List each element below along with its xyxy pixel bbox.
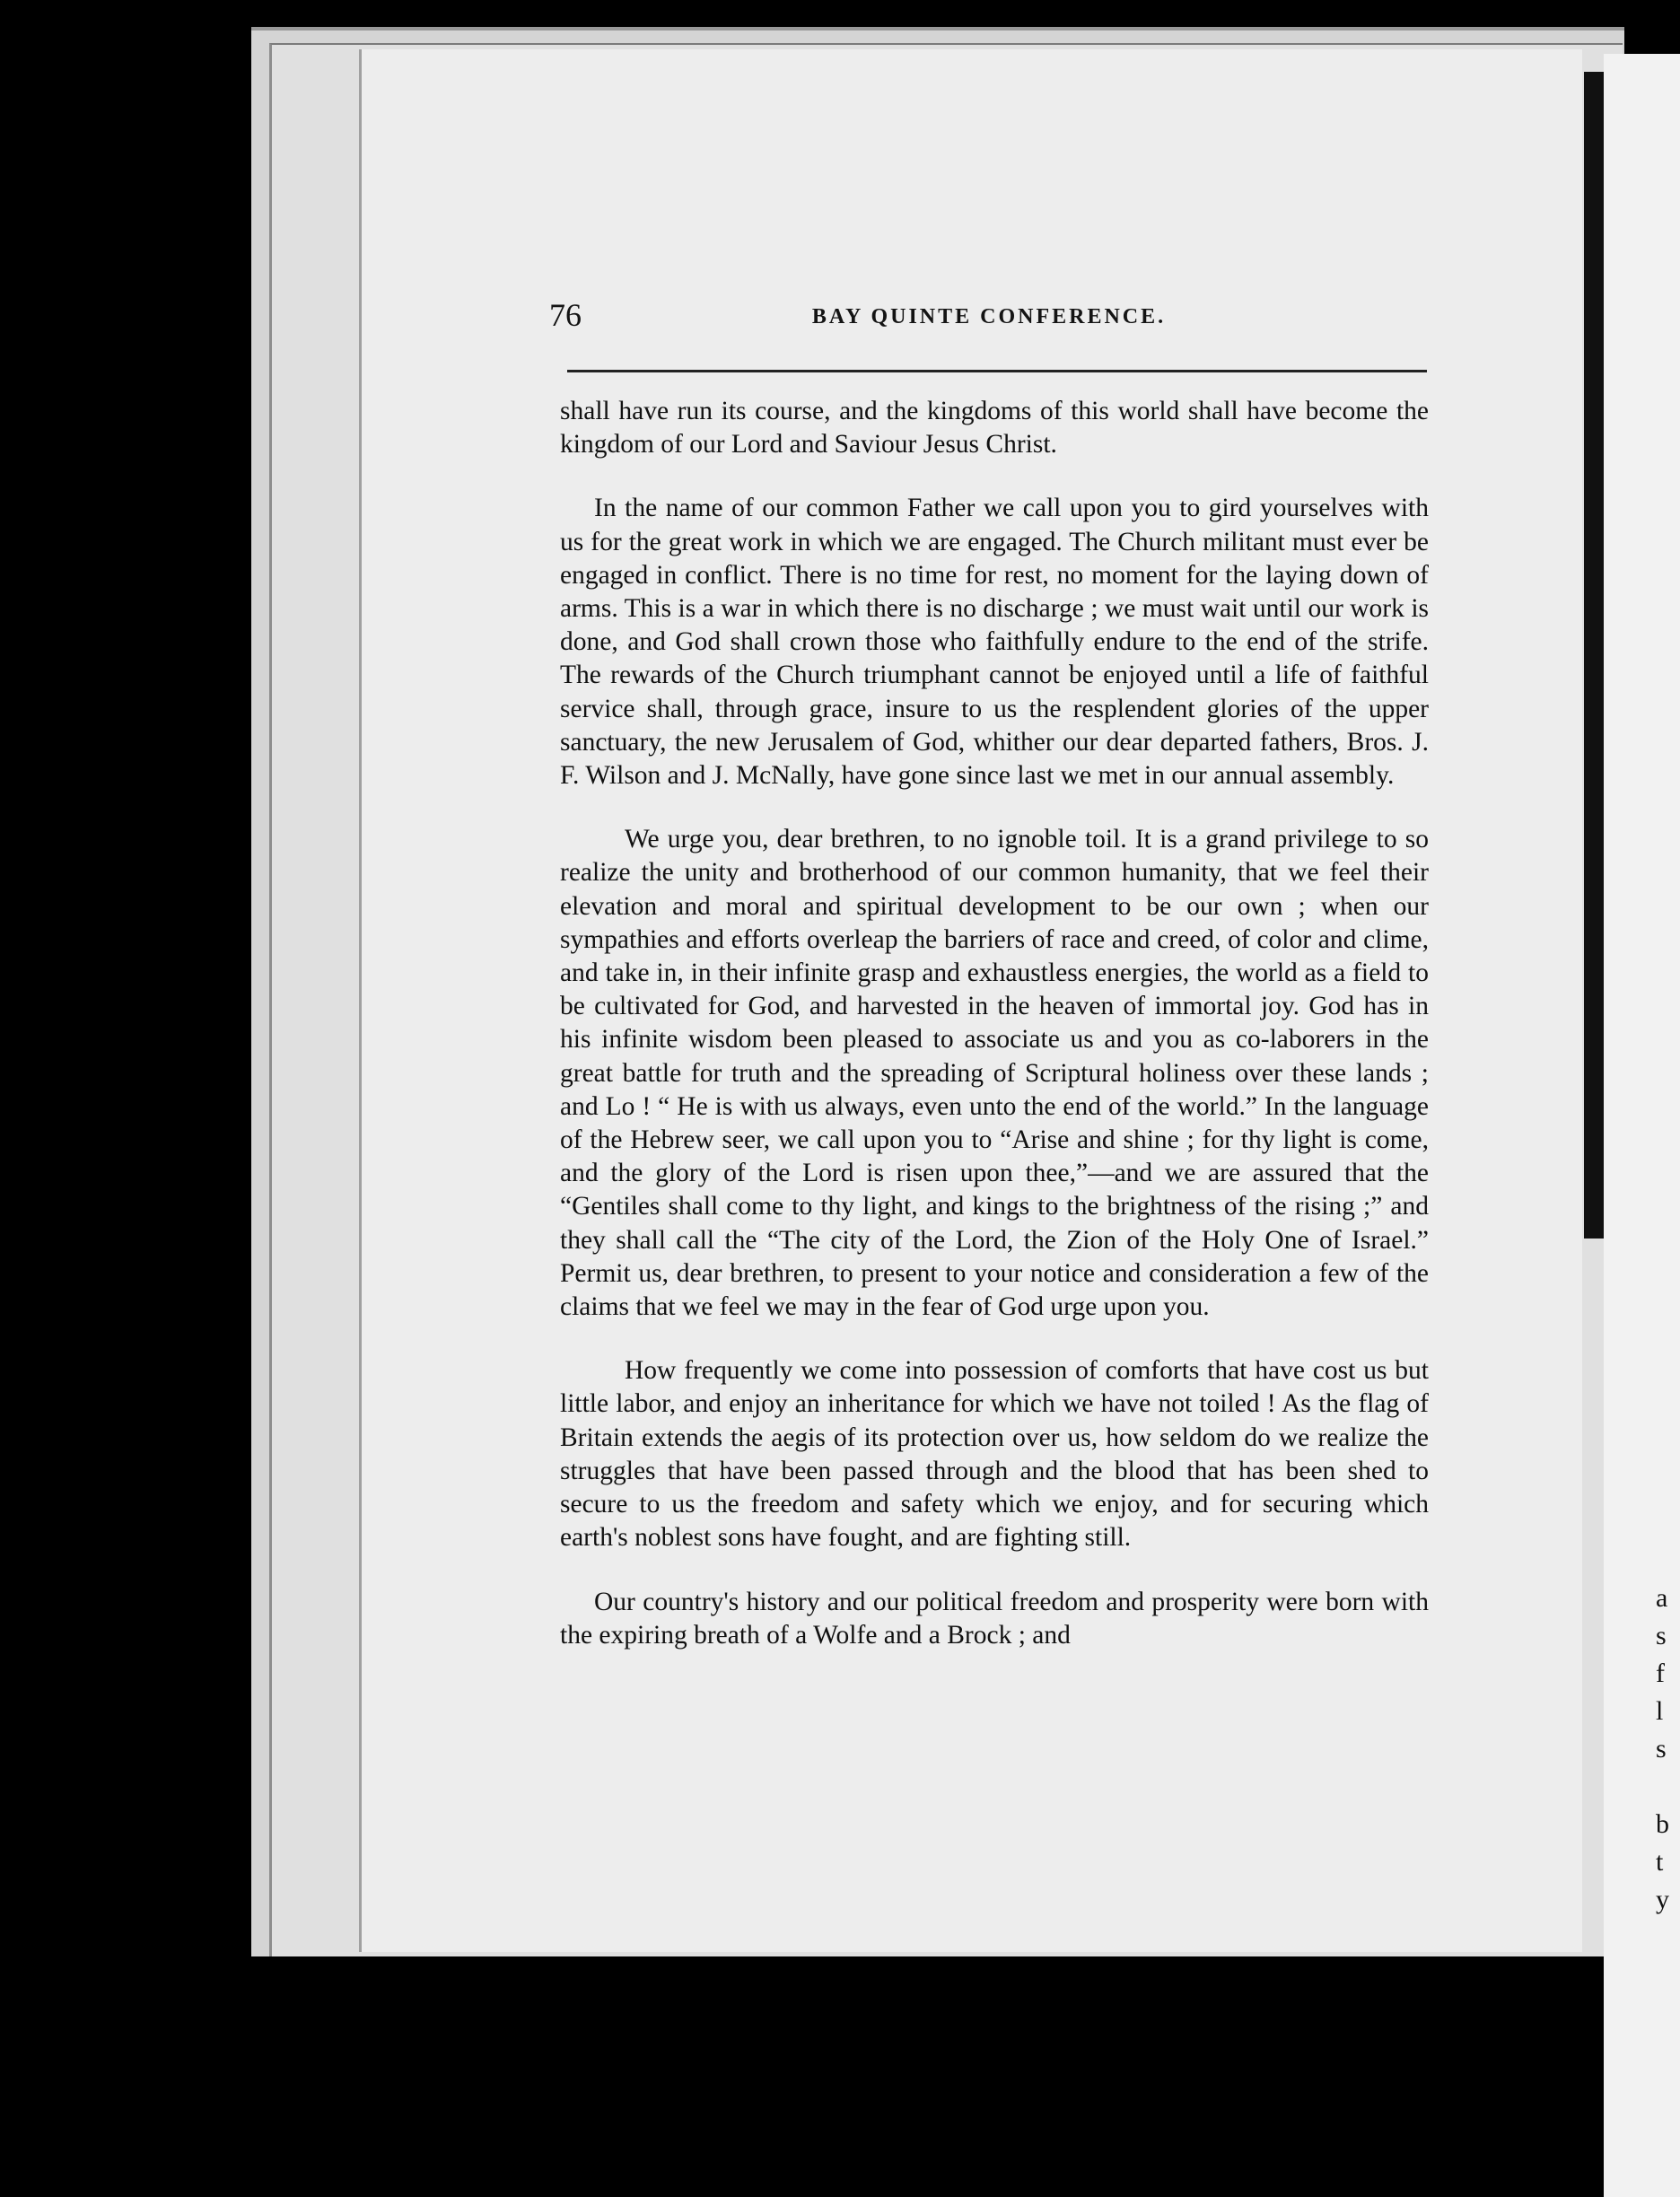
scan-bottom-shadow xyxy=(0,1956,1604,2197)
running-head-title: BAY QUINTE CONFERENCE. xyxy=(811,305,1167,328)
facing-fragment: a xyxy=(1656,1583,1668,1613)
facing-fragment: b xyxy=(1656,1809,1669,1839)
running-head xyxy=(549,296,1429,341)
head-rule xyxy=(567,370,1427,372)
facing-fragment-gap xyxy=(1656,1768,1680,1806)
paragraph: How frequently we come into possession of comforts that have cost us but little labor, and enjoy an inheritance for which we have not toiled ! As the flag of Britain extends the aegis of its protection over us, how seldom do we realize the struggles that have been passed through and the blood that has been shed to secure to us the freedom and safety which we enjoy, and for securing which earth's noblest sons have fought, and are fighting still. xyxy=(560,1356,1429,1553)
facing-fragment: l xyxy=(1656,1696,1664,1726)
paragraph: We urge you, dear brethren, to no ignoble toil. It is a grand privilege to so realize the unity and brotherhood of our common humanity, that we feel their elevation and moral and spiritual development to be our own ; when our sympathies and efforts overleap the barriers of race and creed, of color and clime, and take in, in their infinite grasp and exhaustless energies, the world as a field to be cultivated for God, and harvested in the heaven of immortal joy. God has in his infinite wisdom been pleased to associate us and you as co-laborers in the great battle for truth and the spreading of Scriptural holiness over these lands ; and Lo ! “ He is with us always, even unto the end of the world.” In the language of the Hebrew seer, we call upon you to “Arise and shine ; for thy light is come, and the glory of the Lord is risen upon thee,”—and we are assured that the “Gentiles shall come to thy light, and kings to the brightness of the rising ;” and they shall call the “The city of the Lord, the Zion of the Holy One of Israel.” Permit us, dear brethren, to present to your notice and consideration a few of the claims that we feel we may in the fear of God urge upon you. xyxy=(560,825,1429,1322)
facing-fragment: t xyxy=(1656,1847,1664,1877)
facing-fragment: f xyxy=(1656,1659,1665,1688)
paragraph: shall have run its course, and the kingdoms of this world shall have become the kingdom of our Lord and Saviour Jesus Christ. xyxy=(560,397,1429,460)
facing-page-text-fragments xyxy=(1656,1580,1680,1919)
page-number: 76 xyxy=(549,297,582,333)
facing-fragment: s xyxy=(1656,1734,1667,1764)
paragraph: Our country's history and our political freedom and prosperity were born with the expiring breath of a Wolfe and a Brock ; and xyxy=(560,1587,1429,1650)
facing-fragment: y xyxy=(1656,1885,1669,1914)
binding-gutter xyxy=(1584,72,1604,1239)
facing-fragment: s xyxy=(1656,1621,1667,1650)
paragraph: In the name of our common Father we call upon you to gird yourselves with us for the great work in which we are engaged. The Church militant must ever be engaged in conflict. There is no time for rest, no moment for the laying down of arms. This is a war in which there is no discharge ; we must wait until our work is done, and God shall crown those who faithfully endure to the end of the strife. The rewards of the Church triumphant cannot be enjoyed until a life of faithful service shall, through grace, insure to us the resplendent glories of the upper sanctuary, the new Jerusalem of God, whither our dear departed fathers, Bros. J. F. Wilson and J. McNally, have gone since last we met in our annual assembly. xyxy=(560,494,1429,791)
body-text xyxy=(560,395,1429,1683)
